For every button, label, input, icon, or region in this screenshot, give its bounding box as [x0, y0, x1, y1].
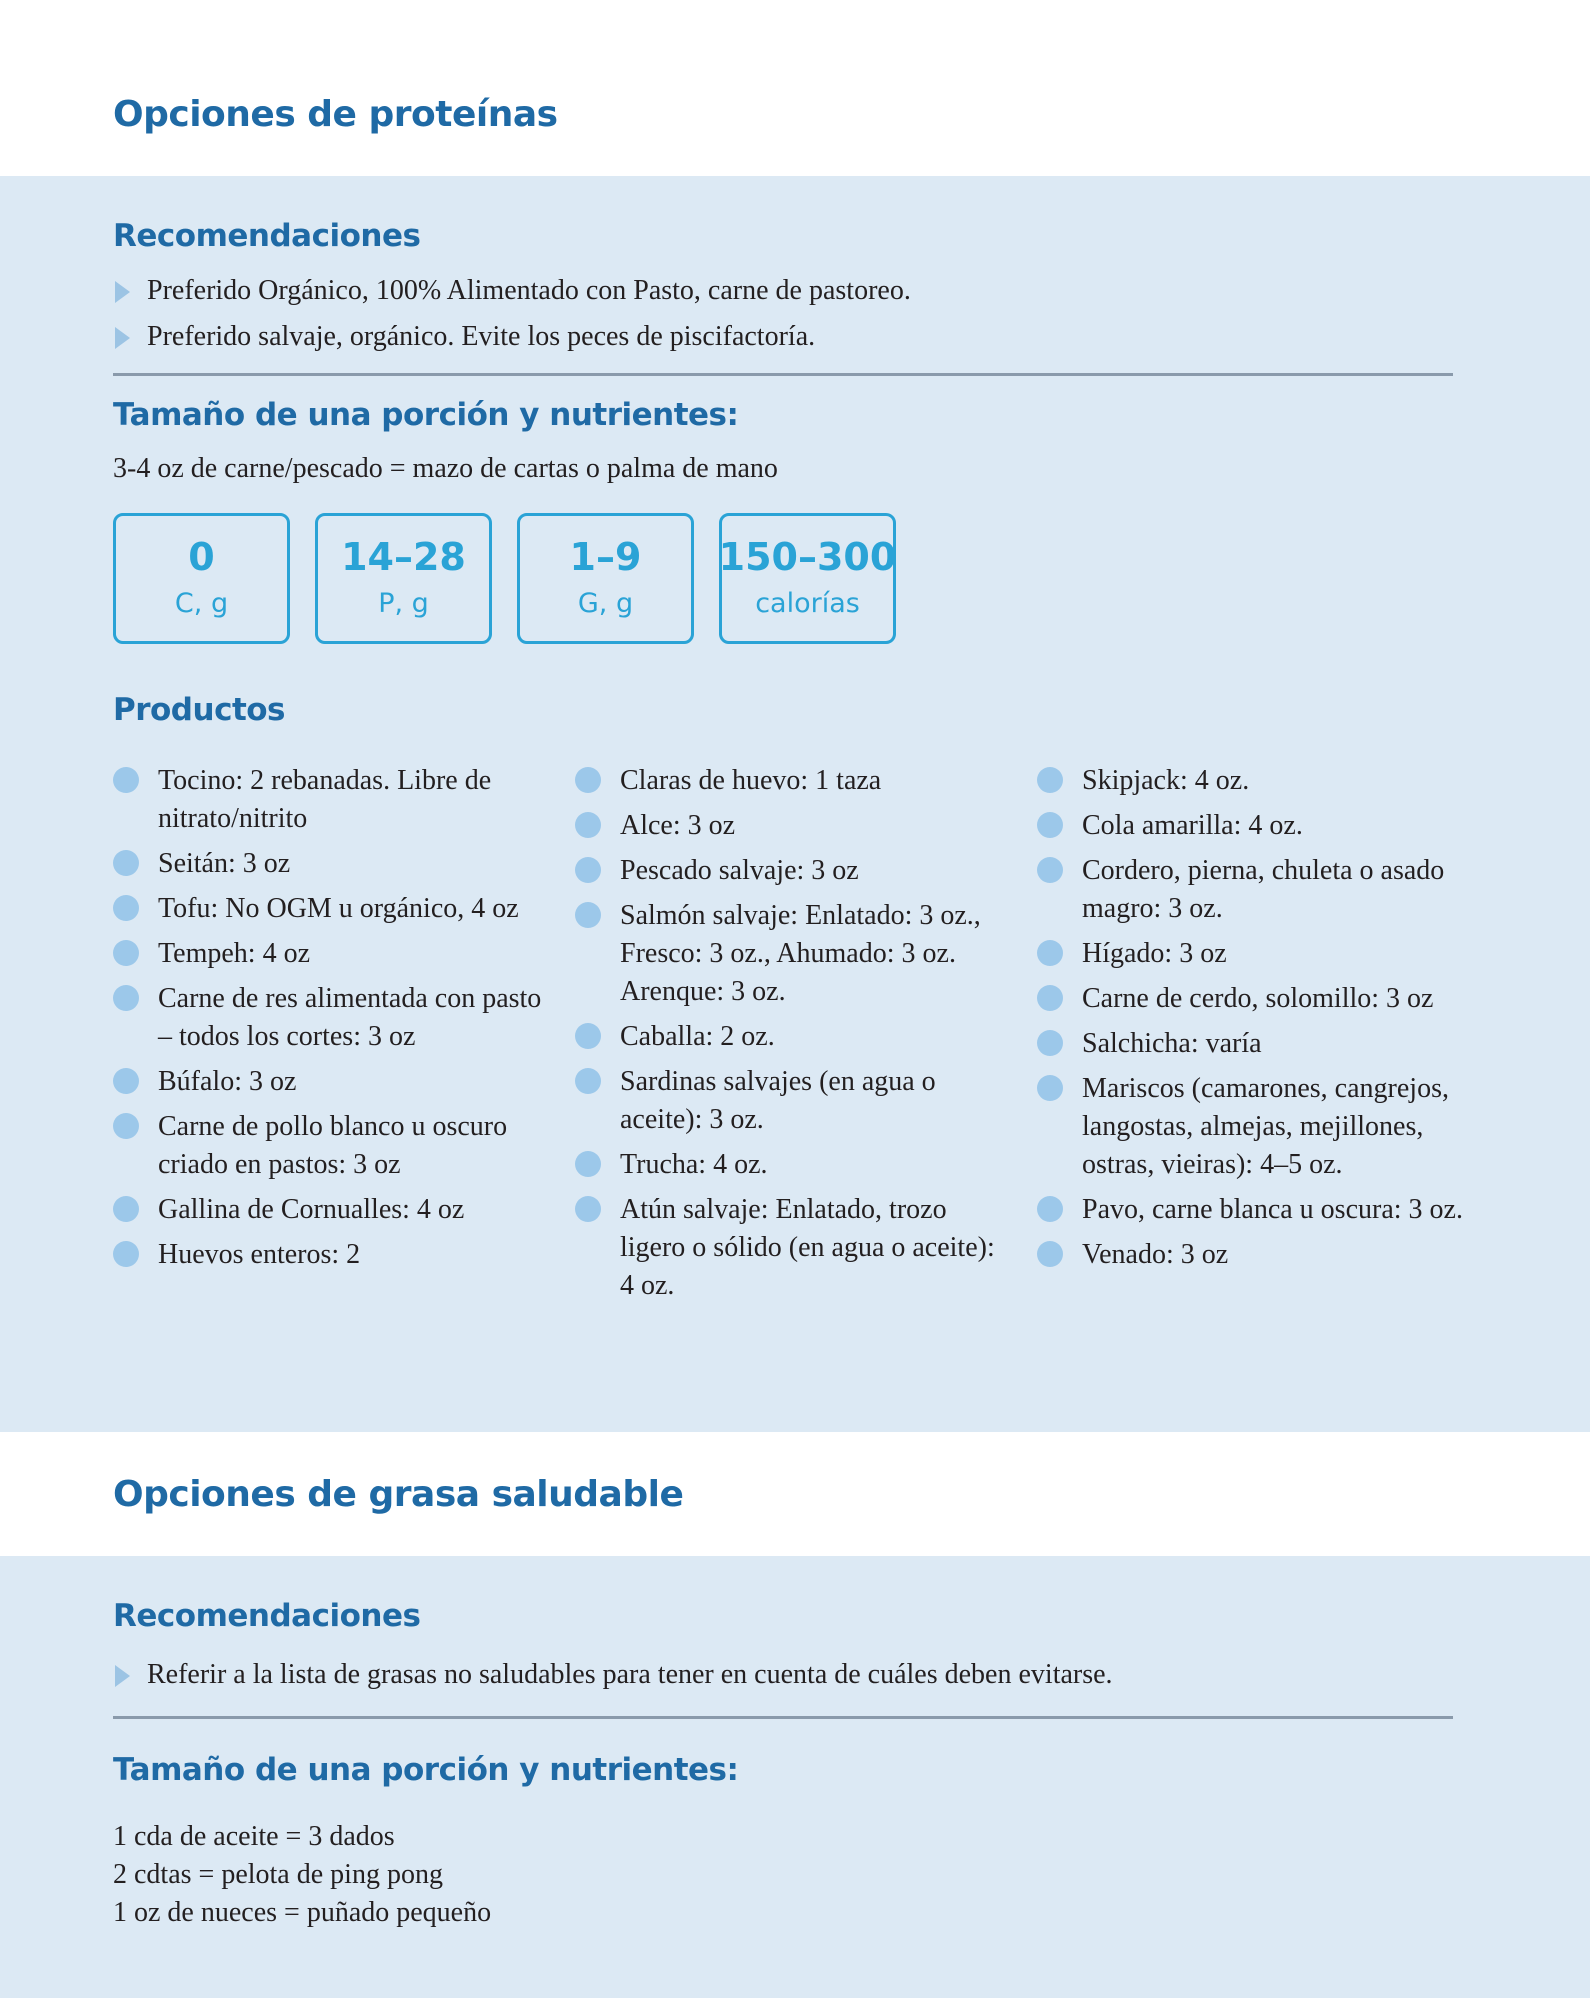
product-item: [1037, 852, 1467, 928]
nutrient-label: calorías: [755, 587, 860, 619]
protein-serving-title: Tamaño de una porción y nutrientes:: [113, 397, 739, 433]
product-item: [113, 890, 543, 928]
serving-line: 2 cdtas = pelota de ping pong: [113, 1859, 443, 1890]
product-item: [575, 897, 1005, 1011]
product-text: Atún salvaje: Enlatado, trozo ligero o sólido (en agua o aceite): 4 oz.: [620, 1194, 995, 1301]
product-text: Pavo, carne blanca u oscura: 3 oz.: [1082, 1194, 1463, 1225]
triangle-bullet-icon: [115, 327, 130, 349]
nutrient-box-fat: [517, 513, 694, 644]
circle-bullet-icon: [1037, 1075, 1063, 1101]
product-text: Salmón salvaje: Enlatado: 3 oz., Fresco: 3 oz., Ahumado: 3 oz. Arenque: 3 oz.: [620, 900, 981, 1007]
product-item: [113, 1236, 543, 1274]
nutrient-value: 1–9: [569, 534, 642, 579]
recommendation-item: [113, 1652, 1113, 1698]
nutrient-value: 150–300: [718, 534, 897, 579]
serving-line: 1 cda de aceite = 3 dados: [113, 1821, 395, 1852]
circle-bullet-icon: [113, 940, 139, 966]
product-text: Tofu: No OGM u orgánico, 4 oz: [158, 893, 519, 924]
product-text: Gallina de Cornualles: 4 oz: [158, 1194, 465, 1225]
nutrient-value: 14–28: [341, 534, 466, 579]
fat-section-title: Opciones de grasa saludable: [113, 1474, 684, 1515]
recommendation-text: Referir a la lista de grasas no saludables para tener en cuenta de cuáles deben evitarse.: [147, 1659, 1113, 1690]
product-text: Carne de res alimentada con pasto – todos los cortes: 3 oz: [158, 983, 542, 1052]
product-text: Trucha: 4 oz.: [620, 1149, 768, 1180]
product-text: Tempeh: 4 oz: [158, 938, 310, 969]
recommendation-text: Preferido salvaje, orgánico. Evite los peces de piscifactoría.: [147, 321, 816, 352]
product-item: [113, 1063, 543, 1101]
fat-serving-lines: [113, 1818, 491, 1932]
product-item: [113, 1191, 543, 1229]
nutrient-label: G, g: [577, 587, 634, 619]
protein-recommendations-title: Recomendaciones: [113, 218, 421, 254]
triangle-bullet-icon: [115, 281, 130, 303]
product-text: Carne de pollo blanco u oscuro criado en pastos: 3 oz: [158, 1111, 508, 1180]
protein-section-title: Opciones de proteínas: [113, 94, 558, 135]
circle-bullet-icon: [113, 985, 139, 1011]
product-item: [113, 845, 543, 883]
circle-bullet-icon: [113, 895, 139, 921]
serving-line: 1 oz de nueces = puñado pequeño: [113, 1897, 492, 1928]
product-text: Carne de cerdo, solomillo: 3 oz: [1082, 983, 1434, 1014]
product-item: [1037, 980, 1467, 1018]
fat-serving-title: Tamaño de una porción y nutrientes:: [113, 1752, 739, 1788]
product-text: Claras de huevo: 1 taza: [620, 765, 882, 796]
circle-bullet-icon: [113, 1113, 139, 1139]
nutrient-label: P, g: [378, 587, 429, 619]
circle-bullet-icon: [1037, 985, 1063, 1011]
recommendation-item: [113, 314, 911, 360]
circle-bullet-icon: [575, 1196, 601, 1222]
circle-bullet-icon: [113, 850, 139, 876]
product-item: [113, 1108, 543, 1184]
product-text: Caballa: 2 oz.: [620, 1021, 775, 1052]
circle-bullet-icon: [113, 1241, 139, 1267]
fat-recommendations-list: [113, 1652, 1113, 1698]
circle-bullet-icon: [113, 767, 139, 793]
product-text: Huevos enteros: 2: [158, 1239, 361, 1270]
product-item: [575, 852, 1005, 890]
product-text: Cola amarilla: 4 oz.: [1082, 810, 1303, 841]
product-item: [113, 935, 543, 973]
circle-bullet-icon: [1037, 767, 1063, 793]
product-item: [1037, 1070, 1467, 1184]
product-text: Hígado: 3 oz: [1082, 938, 1227, 969]
product-item: [1037, 762, 1467, 800]
product-text: Venado: 3 oz: [1082, 1239, 1229, 1270]
nutrient-boxes: [113, 513, 896, 644]
circle-bullet-icon: [1037, 1241, 1063, 1267]
product-item: [113, 762, 543, 838]
protein-header-band: [0, 0, 1590, 176]
product-text: Sardinas salvajes (en agua o aceite): 3 oz.: [620, 1066, 936, 1135]
circle-bullet-icon: [1037, 940, 1063, 966]
product-item: [575, 1191, 1005, 1305]
product-text: Skipjack: 4 oz.: [1082, 765, 1250, 796]
product-text: Cordero, pierna, chuleta o asado magro: 3 oz.: [1082, 855, 1445, 924]
circle-bullet-icon: [575, 1151, 601, 1177]
products-column-2: [575, 762, 1005, 1312]
nutrient-box-protein: [315, 513, 492, 644]
product-text: Pescado salvaje: 3 oz: [620, 855, 859, 886]
products-column-3: [1037, 762, 1467, 1281]
divider: [113, 1716, 1453, 1719]
circle-bullet-icon: [575, 767, 601, 793]
product-item: [575, 807, 1005, 845]
nutrient-box-calories: [719, 513, 896, 644]
product-item: [1037, 935, 1467, 973]
product-text: Salchicha: varía: [1082, 1028, 1262, 1059]
circle-bullet-icon: [575, 1068, 601, 1094]
circle-bullet-icon: [575, 812, 601, 838]
nutrient-box-carbs: [113, 513, 290, 644]
circle-bullet-icon: [575, 902, 601, 928]
circle-bullet-icon: [113, 1068, 139, 1094]
circle-bullet-icon: [1037, 812, 1063, 838]
product-item: [113, 980, 543, 1056]
product-item: [1037, 807, 1467, 845]
fat-recommendations-title: Recomendaciones: [113, 1598, 421, 1634]
circle-bullet-icon: [1037, 1196, 1063, 1222]
nutrient-value: 0: [188, 534, 215, 579]
product-item: [1037, 1191, 1467, 1229]
recommendation-item: [113, 268, 911, 314]
product-text: Seitán: 3 oz: [158, 848, 291, 879]
product-item: [1037, 1236, 1467, 1274]
triangle-bullet-icon: [115, 1665, 130, 1687]
circle-bullet-icon: [113, 1196, 139, 1222]
product-item: [575, 1018, 1005, 1056]
circle-bullet-icon: [575, 857, 601, 883]
products-column-1: [113, 762, 543, 1281]
nutrient-label: C, g: [174, 587, 229, 619]
product-item: [575, 1146, 1005, 1184]
product-text: Tocino: 2 rebanadas. Libre de nitrato/nitrito: [158, 765, 492, 834]
circle-bullet-icon: [1037, 857, 1063, 883]
product-item: [575, 762, 1005, 800]
product-item: [1037, 1025, 1467, 1063]
products-title: Productos: [113, 692, 286, 728]
protein-recommendations-list: [113, 268, 911, 360]
product-text: Búfalo: 3 oz: [158, 1066, 297, 1097]
product-text: Mariscos (camarones, cangrejos, langostas, almejas, mejillones, ostras, vieiras): 4–5 oz.: [1082, 1073, 1449, 1180]
product-item: [575, 1063, 1005, 1139]
product-text: Alce: 3 oz: [620, 810, 736, 841]
circle-bullet-icon: [1037, 1030, 1063, 1056]
protein-serving-text: 3-4 oz de carne/pescado = mazo de cartas o palma de mano: [113, 453, 778, 484]
divider: [113, 373, 1453, 376]
circle-bullet-icon: [575, 1023, 601, 1049]
recommendation-text: Preferido Orgánico, 100% Alimentado con Pasto, carne de pastoreo.: [147, 275, 911, 306]
